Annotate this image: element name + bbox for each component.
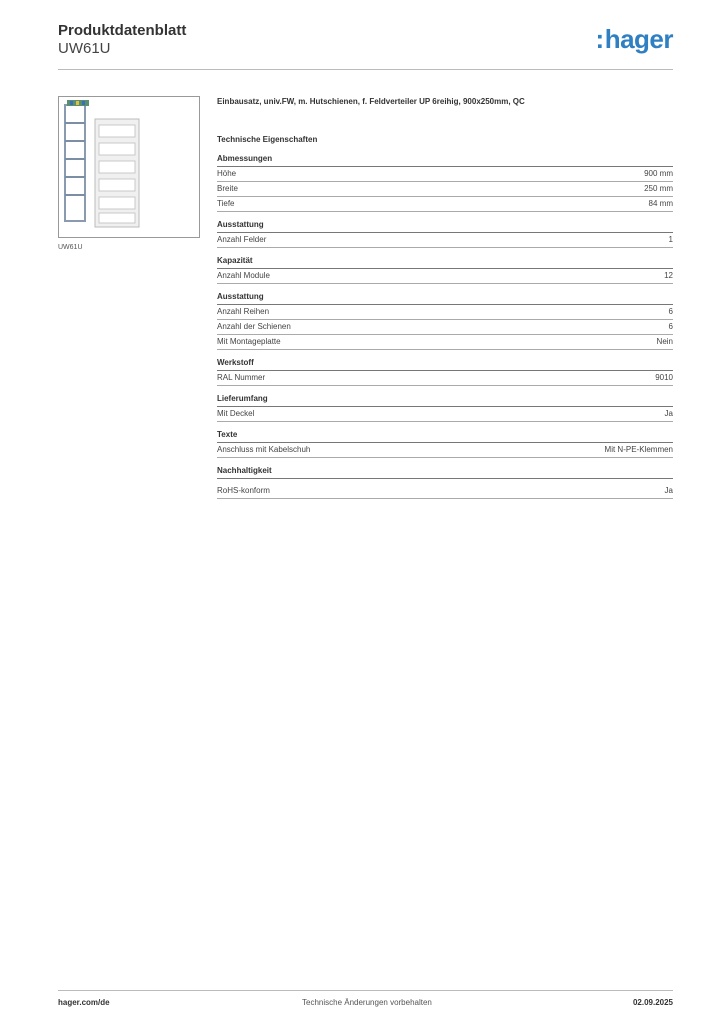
property-group	[217, 219, 673, 248]
page-footer	[58, 990, 673, 1013]
property-value: 9010	[655, 373, 673, 382]
group-title: Kapazität	[217, 255, 673, 269]
property-label: Anzahl Module	[217, 271, 270, 280]
group-title: Nachhaltigkeit	[217, 465, 673, 479]
property-group	[217, 255, 673, 284]
logo-colon-icon: :	[595, 24, 604, 54]
group-title: Abmessungen	[217, 153, 673, 167]
property-value: 1	[668, 235, 673, 244]
property-label: Breite	[217, 184, 238, 193]
footer-date: 02.09.2025	[632, 998, 673, 1007]
image-caption: UW61U	[58, 244, 83, 251]
property-row	[217, 182, 673, 197]
property-row	[217, 407, 673, 422]
property-row	[217, 197, 673, 212]
property-value: 900 mm	[644, 169, 673, 178]
property-value: 6	[668, 307, 673, 316]
property-row	[217, 371, 673, 386]
group-title: Ausstattung	[217, 219, 673, 233]
property-label: RAL Nummer	[217, 373, 266, 382]
footer-note: Technische Änderungen vorbehalten	[302, 998, 432, 1007]
property-label: Anschluss mit Kabelschuh	[217, 445, 311, 454]
product-kit-illustration-icon	[59, 97, 199, 237]
hager-logo	[596, 26, 673, 52]
property-row	[217, 269, 673, 284]
property-value: Ja	[664, 409, 673, 418]
product-code: UW61U	[58, 40, 111, 57]
property-label: Tiefe	[217, 199, 235, 208]
property-row	[217, 443, 673, 458]
property-group	[217, 465, 673, 499]
properties-list	[217, 153, 673, 499]
property-value: 84 mm	[648, 199, 673, 208]
property-row	[217, 320, 673, 335]
property-group	[217, 291, 673, 350]
group-title: Ausstattung	[217, 291, 673, 305]
property-row	[217, 335, 673, 350]
property-label: Mit Montageplatte	[217, 337, 281, 346]
property-label: Anzahl Felder	[217, 235, 267, 244]
property-value: 6	[668, 322, 673, 331]
property-value: Nein	[656, 337, 673, 346]
property-row	[217, 484, 673, 499]
property-label: RoHS-konform	[217, 486, 270, 495]
property-row	[217, 167, 673, 182]
property-label: Anzahl der Schienen	[217, 322, 291, 331]
property-label: Höhe	[217, 169, 237, 178]
product-image	[58, 96, 200, 238]
document-title: Produktdatenblatt	[58, 22, 187, 39]
property-value: 12	[664, 271, 673, 280]
group-title: Lieferumfang	[217, 393, 673, 407]
property-group	[217, 393, 673, 422]
property-group	[217, 153, 673, 212]
property-row	[217, 305, 673, 320]
logo-text: hager	[604, 24, 673, 54]
section-title: Technische Eigenschaften	[217, 135, 318, 144]
property-row	[217, 233, 673, 248]
property-group	[217, 429, 673, 458]
property-value: 250 mm	[644, 184, 673, 193]
property-value: Mit N-PE-Klemmen	[604, 445, 673, 454]
product-description: Einbausatz, univ.FW, m. Hutschienen, f. Feldverteiler UP 6reihig, 900x250mm, QC	[217, 97, 525, 106]
property-label: Anzahl Reihen	[217, 307, 270, 316]
group-title: Werkstoff	[217, 357, 673, 371]
property-group	[217, 357, 673, 386]
page-header	[58, 22, 673, 70]
group-title: Texte	[217, 429, 673, 443]
product-details	[217, 96, 673, 499]
property-label: Mit Deckel	[217, 409, 255, 418]
property-value: Ja	[664, 486, 673, 495]
footer-website-link[interactable]: hager.com/de	[58, 998, 110, 1007]
